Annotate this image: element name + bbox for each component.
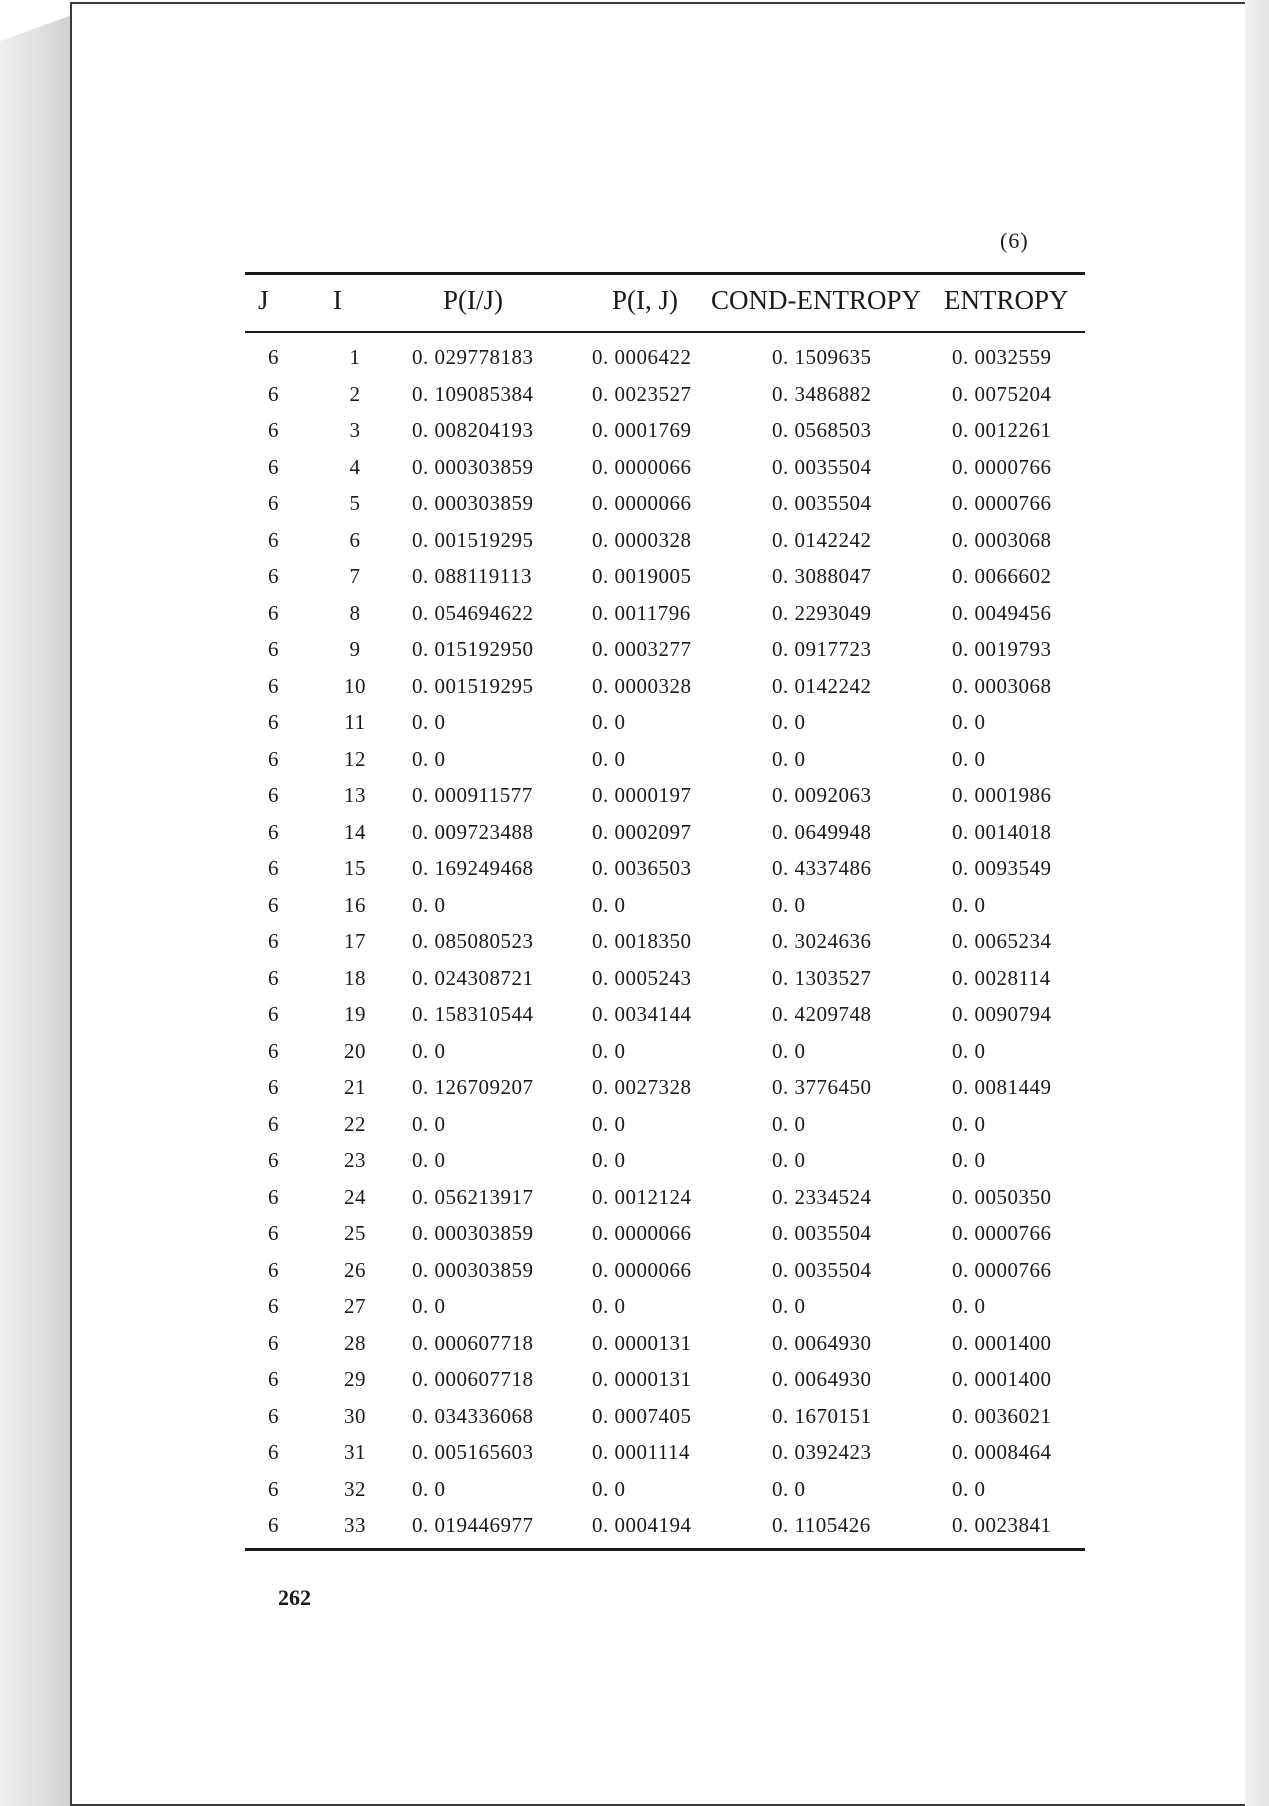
cell-entropy: 0. 0 [952, 746, 986, 771]
cell-entropy: 0. 0090794 [952, 1002, 1052, 1026]
cell-cond-entropy: 0. 3486882 [772, 381, 872, 406]
table-row [0, 1144, 1269, 1181]
cell-j: 6 [268, 345, 279, 369]
cell-i: 25 [344, 1221, 366, 1245]
cell-j: 6 [268, 1330, 279, 1355]
cell-j: 6 [268, 1111, 279, 1136]
cell-i: 5 [349, 491, 361, 515]
cell-cond-entropy: 0. 3776450 [772, 1075, 872, 1099]
cell-p-i-given-j: 0. 054694622 [412, 600, 534, 625]
cell-cond-entropy: 0. 0142242 [772, 673, 872, 698]
cell-p-i-j: 0. 0001769 [592, 418, 692, 442]
cell-j: 6 [268, 564, 279, 588]
cell-j: 6 [268, 892, 279, 917]
table-row [0, 524, 1269, 561]
cell-i: 26 [344, 1257, 366, 1282]
cell-j: 6 [268, 746, 279, 771]
cell-p-i-j: 0. 0036503 [592, 856, 692, 880]
cell-entropy: 0. 0081449 [952, 1075, 1052, 1099]
cell-entropy: 0. 0001400 [952, 1330, 1052, 1355]
header-i: I [333, 285, 342, 315]
cell-j: 6 [268, 637, 279, 661]
table-row [0, 962, 1269, 999]
cell-cond-entropy: 0. 0142242 [772, 527, 872, 552]
cell-j: 6 [268, 1294, 279, 1318]
cell-p-i-j: 0. 0003277 [592, 637, 692, 661]
cell-p-i-given-j: 0. 0 [412, 710, 446, 734]
cell-cond-entropy: 0. 0 [772, 710, 806, 734]
cell-p-i-given-j: 0. 001519295 [412, 527, 534, 552]
cell-p-i-j: 0. 0 [592, 710, 626, 734]
cell-i: 32 [344, 1476, 366, 1501]
cell-entropy: 0. 0 [952, 1294, 986, 1318]
cell-p-i-j: 0. 0000197 [592, 783, 692, 807]
cell-cond-entropy: 0. 4337486 [772, 856, 872, 880]
cell-p-i-given-j: 0. 000303859 [412, 454, 534, 479]
cell-j: 6 [268, 491, 279, 515]
cell-cond-entropy: 0. 0392423 [772, 1440, 872, 1464]
cell-i: 7 [349, 564, 361, 588]
cell-p-i-j: 0. 0000066 [592, 1257, 692, 1282]
cell-i: 6 [349, 527, 361, 552]
cell-j: 6 [268, 783, 279, 807]
table-row [0, 1473, 1269, 1510]
cell-i: 2 [349, 381, 361, 406]
cell-p-i-j: 0. 0002097 [592, 819, 692, 844]
cell-j: 6 [268, 1367, 279, 1391]
cell-p-i-j: 0. 0000066 [592, 454, 692, 479]
table-row [0, 852, 1269, 889]
table-row [0, 743, 1269, 780]
spine-edge [0, 0, 72, 48]
cell-p-i-j: 0. 0023527 [592, 381, 692, 406]
cell-p-i-j: 0. 0 [592, 1038, 626, 1063]
table-row [0, 889, 1269, 926]
cell-j: 6 [268, 1075, 279, 1099]
cell-p-i-given-j: 0. 085080523 [412, 929, 534, 953]
cell-p-i-given-j: 0. 009723488 [412, 819, 534, 844]
cell-cond-entropy: 0. 0649948 [772, 819, 872, 844]
table-row [0, 1217, 1269, 1254]
cell-entropy: 0. 0093549 [952, 856, 1052, 880]
cell-cond-entropy: 0. 3088047 [772, 564, 872, 588]
cell-p-i-given-j: 0. 088119113 [412, 564, 532, 588]
table-row [0, 1509, 1269, 1546]
cell-j: 6 [268, 600, 279, 625]
cell-i: 19 [344, 1002, 366, 1026]
cell-p-i-j: 0. 0007405 [592, 1403, 692, 1428]
table-bottom-rule [245, 1548, 1085, 1551]
cell-i: 28 [344, 1330, 366, 1355]
cell-j: 6 [268, 381, 279, 406]
cell-j: 6 [268, 1440, 279, 1464]
cell-cond-entropy: 0. 0 [772, 746, 806, 771]
cell-p-i-given-j: 0. 0 [412, 746, 446, 771]
cell-j: 6 [268, 856, 279, 880]
cell-i: 33 [344, 1513, 366, 1537]
cell-j: 6 [268, 710, 279, 734]
cell-p-i-given-j: 0. 0 [412, 1038, 446, 1063]
table-row [0, 1327, 1269, 1364]
table-row [0, 1035, 1269, 1072]
cell-j: 6 [268, 819, 279, 844]
cell-entropy: 0. 0000766 [952, 491, 1052, 515]
cell-p-i-given-j: 0. 126709207 [412, 1075, 534, 1099]
cell-entropy: 0. 0066602 [952, 564, 1052, 588]
cell-p-i-j: 0. 0 [592, 892, 626, 917]
cell-p-i-given-j: 0. 158310544 [412, 1002, 534, 1026]
cell-cond-entropy: 0. 2293049 [772, 600, 872, 625]
cell-i: 18 [344, 965, 366, 990]
cell-i: 9 [349, 637, 361, 661]
cell-p-i-j: 0. 0027328 [592, 1075, 692, 1099]
table-header-rule [245, 331, 1085, 333]
cell-cond-entropy: 0. 0035504 [772, 491, 872, 515]
cell-cond-entropy: 0. 0035504 [772, 1257, 872, 1282]
table-row [0, 1071, 1269, 1108]
table-row [0, 998, 1269, 1035]
cell-p-i-given-j: 0. 000303859 [412, 491, 534, 515]
cell-p-i-given-j: 0. 019446977 [412, 1513, 534, 1537]
cell-j: 6 [268, 929, 279, 953]
cell-p-i-j: 0. 0000328 [592, 673, 692, 698]
cell-j: 6 [268, 1002, 279, 1026]
cell-j: 6 [268, 418, 279, 442]
cell-p-i-given-j: 0. 109085384 [412, 381, 534, 406]
header-p-i-given-j: P(I/J) [443, 285, 503, 315]
cell-entropy: 0. 0 [952, 710, 986, 734]
cell-i: 8 [349, 600, 361, 625]
cell-p-i-j: 0. 0000066 [592, 491, 692, 515]
cell-cond-entropy: 0. 0 [772, 1111, 806, 1136]
cell-i: 3 [349, 418, 361, 442]
cell-j: 6 [268, 1476, 279, 1501]
cell-i: 17 [344, 929, 366, 953]
cell-p-i-j: 0. 0001114 [592, 1440, 690, 1464]
cell-p-i-given-j: 0. 0 [412, 1476, 446, 1501]
cell-cond-entropy: 0. 3024636 [772, 929, 872, 953]
cell-cond-entropy: 0. 0 [772, 1294, 806, 1318]
cell-cond-entropy: 0. 0 [772, 892, 806, 917]
cell-i: 31 [344, 1440, 366, 1464]
cell-p-i-given-j: 0. 024308721 [412, 965, 534, 990]
header-entropy: ENTROPY [944, 285, 1069, 315]
cell-p-i-j: 0. 0000328 [592, 527, 692, 552]
cell-entropy: 0. 0000766 [952, 1221, 1052, 1245]
table-body [0, 341, 1269, 1546]
cell-p-i-given-j: 0. 056213917 [412, 1184, 534, 1209]
cell-j: 6 [268, 965, 279, 990]
cell-p-i-given-j: 0. 008204193 [412, 418, 534, 442]
cell-i: 20 [344, 1038, 366, 1063]
cell-p-i-given-j: 0. 015192950 [412, 637, 534, 661]
cell-p-i-j: 0. 0018350 [592, 929, 692, 953]
cell-p-i-given-j: 0. 034336068 [412, 1403, 534, 1428]
cell-j: 6 [268, 527, 279, 552]
cell-p-i-given-j: 0. 005165603 [412, 1440, 534, 1464]
table-row [0, 414, 1269, 451]
cell-entropy: 0. 0050350 [952, 1184, 1052, 1209]
cell-i: 15 [344, 856, 366, 880]
cell-p-i-j: 0. 0034144 [592, 1002, 692, 1026]
cell-cond-entropy: 0. 0092063 [772, 783, 872, 807]
cell-p-i-j: 0. 0012124 [592, 1184, 692, 1209]
cell-cond-entropy: 0. 0035504 [772, 454, 872, 479]
cell-cond-entropy: 0. 0035504 [772, 1221, 872, 1245]
table-row [0, 925, 1269, 962]
cell-entropy: 0. 0019793 [952, 637, 1052, 661]
cell-entropy: 0. 0001400 [952, 1367, 1052, 1391]
cell-i: 16 [344, 892, 366, 917]
cell-entropy: 0. 0000766 [952, 454, 1052, 479]
cell-p-i-given-j: 0. 0 [412, 1294, 446, 1318]
cell-i: 14 [344, 819, 366, 844]
header-p-i-j: P(I, J) [612, 285, 678, 315]
cell-i: 30 [344, 1403, 366, 1428]
cell-j: 6 [268, 1257, 279, 1282]
table-row [0, 670, 1269, 707]
cell-cond-entropy: 0. 0064930 [772, 1367, 872, 1391]
cell-i: 24 [344, 1184, 366, 1209]
cell-p-i-j: 0. 0005243 [592, 965, 692, 990]
cell-entropy: 0. 0 [952, 1476, 986, 1501]
cell-p-i-j: 0. 0011796 [592, 600, 691, 625]
cell-p-i-j: 0. 0 [592, 746, 626, 771]
cell-cond-entropy: 0. 0917723 [772, 637, 872, 661]
header-j: J [258, 285, 269, 315]
cell-p-i-given-j: 0. 000607718 [412, 1367, 534, 1391]
cell-p-i-j: 0. 0 [592, 1294, 626, 1318]
cell-i: 12 [344, 746, 366, 771]
cell-cond-entropy: 0. 0 [772, 1038, 806, 1063]
table-row [0, 597, 1269, 634]
cell-entropy: 0. 0065234 [952, 929, 1052, 953]
cell-p-i-given-j: 0. 001519295 [412, 673, 534, 698]
table-row [0, 1290, 1269, 1327]
cell-j: 6 [268, 1513, 279, 1537]
table-row [0, 1436, 1269, 1473]
cell-entropy: 0. 0 [952, 1148, 986, 1172]
cell-entropy: 0. 0000766 [952, 1257, 1052, 1282]
cell-p-i-given-j: 0. 000607718 [412, 1330, 534, 1355]
cell-p-i-j: 0. 0000131 [592, 1330, 692, 1355]
cell-i: 10 [344, 673, 366, 698]
cell-i: 27 [344, 1294, 366, 1318]
cell-j: 6 [268, 1184, 279, 1209]
cell-cond-entropy: 0. 1105426 [772, 1513, 871, 1537]
cell-p-i-j: 0. 0000066 [592, 1221, 692, 1245]
cell-j: 6 [268, 673, 279, 698]
table-row [0, 779, 1269, 816]
cell-p-i-j: 0. 0 [592, 1111, 626, 1136]
cell-entropy: 0. 0028114 [952, 965, 1051, 990]
cell-p-i-given-j: 0. 000911577 [412, 783, 533, 807]
cell-entropy: 0. 0 [952, 1111, 986, 1136]
cell-entropy: 0. 0036021 [952, 1403, 1052, 1428]
header-cond-entropy: COND-ENTROPY [711, 285, 922, 315]
table-row [0, 560, 1269, 597]
cell-p-i-j: 0. 0000131 [592, 1367, 692, 1391]
table-row [0, 487, 1269, 524]
table-row [0, 1108, 1269, 1145]
cell-entropy: 0. 0001986 [952, 783, 1052, 807]
cell-cond-entropy: 0. 0 [772, 1476, 806, 1501]
sheet-label: (6) [1000, 228, 1029, 253]
cell-i: 23 [344, 1148, 366, 1172]
cell-entropy: 0. 0 [952, 1038, 986, 1063]
table-row [0, 633, 1269, 670]
table-row [0, 816, 1269, 853]
table-row [0, 1181, 1269, 1218]
page-number: 262 [278, 1585, 311, 1610]
cell-j: 6 [268, 1038, 279, 1063]
cell-p-i-given-j: 0. 029778183 [412, 345, 534, 369]
cell-entropy: 0. 0032559 [952, 345, 1052, 369]
cell-j: 6 [268, 1148, 279, 1172]
cell-entropy: 0. 0075204 [952, 381, 1052, 406]
table-row [0, 378, 1269, 415]
cell-cond-entropy: 0. 0 [772, 1148, 806, 1172]
cell-entropy: 0. 0003068 [952, 527, 1052, 552]
table-row [0, 341, 1269, 378]
table-row [0, 1254, 1269, 1291]
cell-p-i-j: 0. 0019005 [592, 564, 692, 588]
cell-p-i-given-j: 0. 000303859 [412, 1257, 534, 1282]
cell-cond-entropy: 0. 4209748 [772, 1002, 872, 1026]
cell-cond-entropy: 0. 0568503 [772, 418, 872, 442]
cell-i: 11 [344, 710, 366, 734]
cell-p-i-j: 0. 0006422 [592, 345, 692, 369]
cell-entropy: 0. 0049456 [952, 600, 1052, 625]
table-row [0, 706, 1269, 743]
cell-i: 1 [349, 345, 361, 369]
cell-p-i-j: 0. 0004194 [592, 1513, 692, 1537]
cell-p-i-given-j: 0. 0 [412, 1111, 446, 1136]
cell-j: 6 [268, 454, 279, 479]
cell-j: 6 [268, 1221, 279, 1245]
cell-cond-entropy: 0. 1303527 [772, 965, 872, 990]
cell-cond-entropy: 0. 0064930 [772, 1330, 872, 1355]
cell-entropy: 0. 0008464 [952, 1440, 1052, 1464]
cell-p-i-j: 0. 0 [592, 1148, 626, 1172]
cell-i: 21 [344, 1075, 366, 1099]
cell-entropy: 0. 0003068 [952, 673, 1052, 698]
table-row [0, 451, 1269, 488]
cell-i: 29 [344, 1367, 366, 1391]
cell-cond-entropy: 0. 2334524 [772, 1184, 872, 1209]
table-top-rule [245, 272, 1085, 275]
cell-i: 4 [349, 454, 361, 479]
cell-entropy: 0. 0023841 [952, 1513, 1052, 1537]
cell-j: 6 [268, 1403, 279, 1428]
cell-i: 22 [344, 1111, 366, 1136]
cell-p-i-given-j: 0. 0 [412, 892, 446, 917]
cell-entropy: 0. 0012261 [952, 418, 1052, 442]
cell-p-i-given-j: 0. 169249468 [412, 856, 534, 880]
table-row [0, 1400, 1269, 1437]
cell-entropy: 0. 0014018 [952, 819, 1052, 844]
cell-cond-entropy: 0. 1670151 [772, 1403, 872, 1428]
cell-entropy: 0. 0 [952, 892, 986, 917]
table-row [0, 1363, 1269, 1400]
cell-p-i-j: 0. 0 [592, 1476, 626, 1501]
cell-cond-entropy: 0. 1509635 [772, 345, 872, 369]
cell-p-i-given-j: 0. 0 [412, 1148, 446, 1172]
cell-i: 13 [344, 783, 366, 807]
cell-p-i-given-j: 0. 000303859 [412, 1221, 534, 1245]
